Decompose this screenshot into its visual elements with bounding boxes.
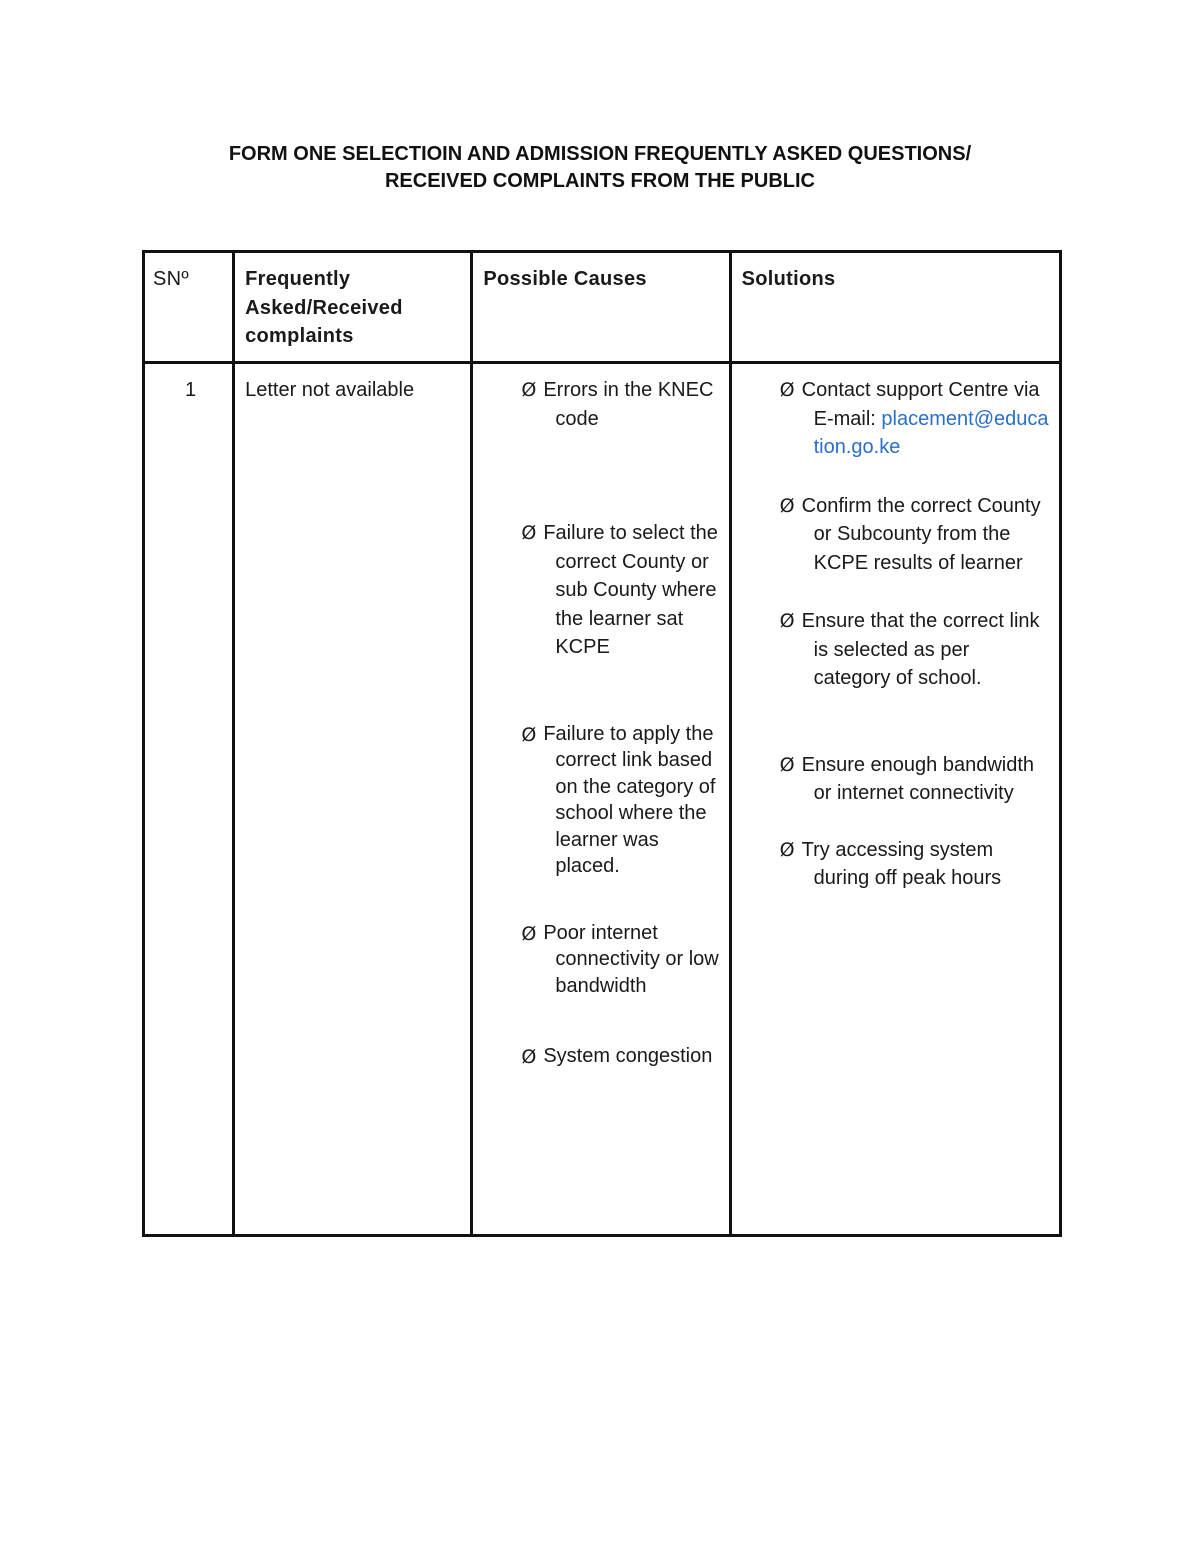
row-causes-cell bbox=[472, 363, 730, 1236]
list-item bbox=[780, 492, 1051, 578]
bullet-icon: Ø bbox=[521, 522, 537, 544]
row-sn: 1 bbox=[144, 363, 234, 1236]
cause-text: Failure to select the correct County or sub County where the learner sat KCPE bbox=[543, 522, 718, 658]
list-item bbox=[780, 607, 1051, 693]
list-item bbox=[521, 376, 720, 433]
cause-text: System congestion bbox=[543, 1045, 713, 1067]
table-header-row bbox=[144, 252, 1061, 363]
solution-text: Try accessing system during off peak hours bbox=[801, 838, 1002, 889]
list-item bbox=[780, 376, 1051, 462]
bullet-icon: Ø bbox=[779, 753, 795, 776]
cause-text: Failure to apply the correct link based on the category of school where the learner was placed. bbox=[543, 722, 716, 877]
solution-text: Ensure that the correct link is selected as per category of school. bbox=[801, 610, 1040, 689]
table-row bbox=[144, 363, 1061, 1236]
bullet-icon: Ø bbox=[779, 379, 795, 401]
row-solutions-cell bbox=[730, 363, 1060, 1236]
solution-text: Ensure enough bandwidth or internet connectivity bbox=[801, 753, 1035, 804]
bullet-icon: Ø bbox=[521, 922, 537, 945]
header-sn: SNº bbox=[144, 252, 234, 363]
title-line-2: RECEIVED COMPLAINTS FROM THE PUBLIC bbox=[384, 170, 815, 192]
title-line-1: FORM ONE SELECTIOIN AND ADMISSION FREQUENTLY ASKED QUESTIONS/ bbox=[228, 143, 972, 165]
header-causes: Possible Causes bbox=[472, 252, 730, 363]
bullet-icon: Ø bbox=[521, 723, 537, 746]
list-item bbox=[521, 920, 720, 1000]
document-title bbox=[0, 141, 1200, 195]
list-item bbox=[521, 721, 720, 880]
list-item bbox=[780, 751, 1051, 808]
cause-text: Errors in the KNEC code bbox=[543, 379, 714, 430]
bullet-icon: Ø bbox=[779, 494, 795, 517]
causes-list bbox=[483, 376, 720, 1072]
list-item bbox=[780, 836, 1051, 893]
bullet-icon: Ø bbox=[521, 379, 537, 401]
solutions-list bbox=[742, 376, 1051, 893]
bullet-icon: Ø bbox=[521, 1046, 537, 1068]
solution-text bbox=[802, 376, 1051, 462]
solution-text: Confirm the correct County or Subcounty from the KCPE results of learner bbox=[801, 494, 1041, 574]
cause-text: Poor internet connectivity or low bandwidth bbox=[543, 921, 719, 997]
faq-table bbox=[142, 250, 1062, 1237]
contact-text: Contact support Centre via E-mail: bbox=[801, 379, 1040, 430]
list-item bbox=[521, 519, 720, 662]
list-item bbox=[521, 1043, 720, 1072]
bullet-icon: Ø bbox=[779, 610, 795, 632]
header-question: Frequently Asked/Received complaints bbox=[234, 252, 472, 363]
header-solutions: Solutions bbox=[730, 252, 1060, 363]
support-email-link[interactable]: placement@education.go.ke bbox=[813, 407, 1049, 458]
bullet-icon: Ø bbox=[779, 838, 795, 861]
row-question: Letter not available bbox=[234, 363, 472, 1236]
